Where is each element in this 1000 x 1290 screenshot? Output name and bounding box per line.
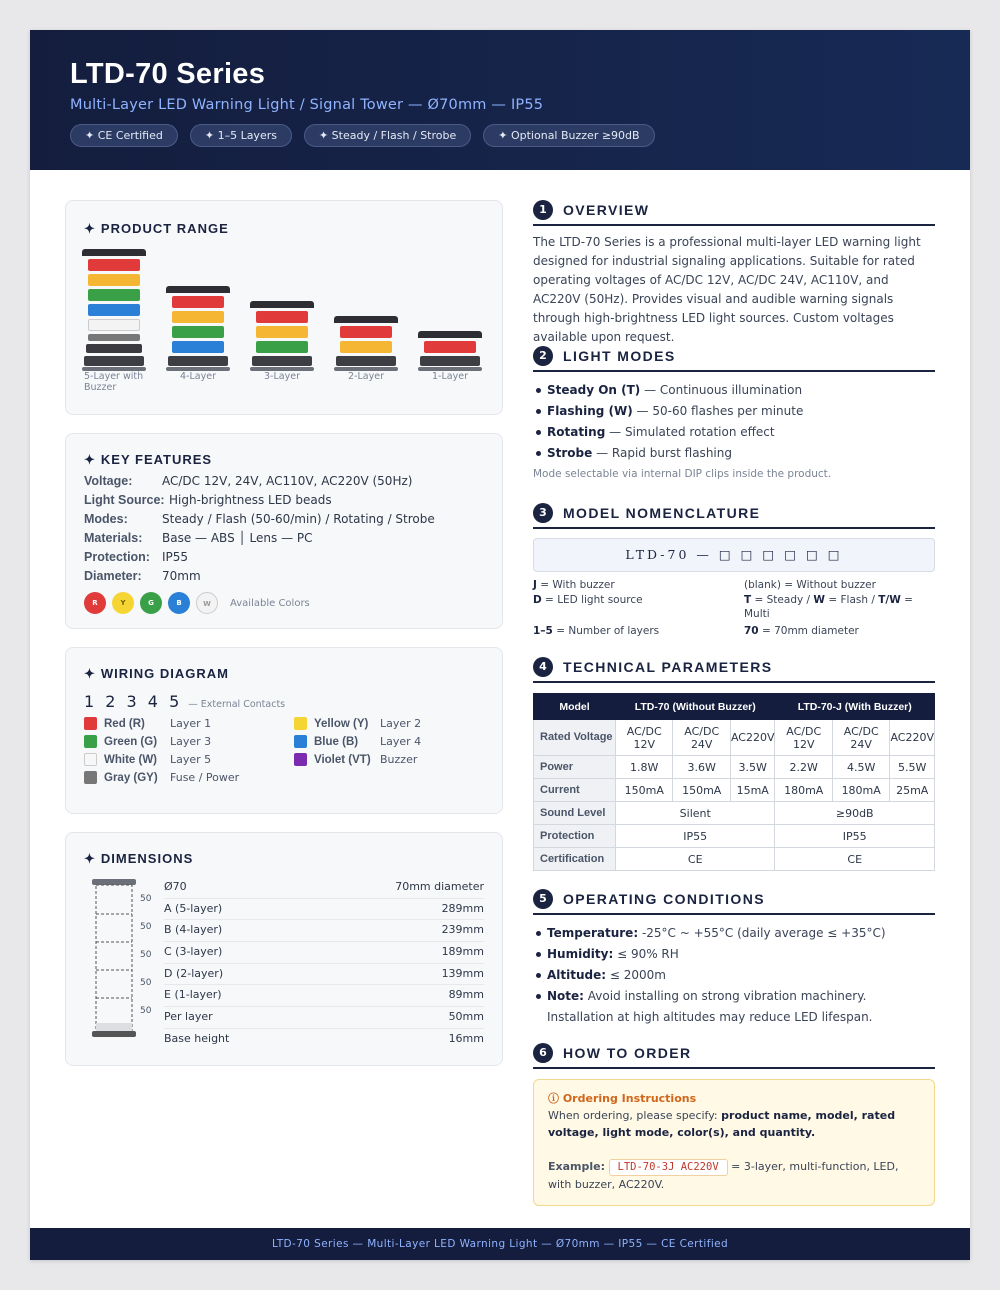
wire-layer: Layer 1: [170, 717, 212, 730]
row-label: Current: [534, 779, 616, 802]
list-item-label: Altitude:: [547, 968, 607, 982]
layer-height-label: 50: [140, 950, 152, 960]
color-dot: G: [140, 592, 162, 614]
contact-numbers: 1 2 3 4 5 — External Contacts: [84, 692, 286, 711]
list-item: Flashing (W) — 50-60 flashes per minute: [533, 401, 935, 422]
table-cell: 150mA: [616, 779, 673, 802]
list-item-label: Rotating: [547, 425, 606, 439]
dimension-value: 89mm: [448, 988, 484, 1002]
wire-name: Violet (VT): [314, 753, 371, 766]
table-cell: 150mA: [673, 779, 730, 802]
table-cell: 3.5W: [730, 756, 775, 779]
dimension-key: Ø70: [164, 880, 187, 893]
tower-4: [336, 316, 396, 371]
header-cell: Model: [534, 694, 616, 720]
dimension-key: E (1-layer): [164, 988, 222, 1002]
wire-name: White (W): [104, 753, 158, 766]
dimensions-title: ✦ DIMENSIONS: [84, 851, 194, 866]
wire-item: [84, 717, 294, 730]
wire-item: [84, 753, 294, 766]
header-badge: ✦ CE Certified: [70, 124, 178, 147]
table-cell: AC/DC 24V: [673, 720, 730, 756]
dimensions-card: [65, 832, 503, 1066]
tower-5: [420, 331, 480, 371]
tower-base: [420, 356, 480, 366]
table-row: [534, 825, 935, 848]
row-label: Sound Level: [534, 802, 616, 825]
tower-layer: [172, 296, 224, 308]
color-dot: W: [196, 592, 218, 614]
feature-value: IP55: [162, 550, 189, 564]
tower-cap: [334, 316, 398, 323]
tower-layer: [88, 319, 140, 331]
color-dot: B: [168, 592, 190, 614]
row-label: Certification: [534, 848, 616, 871]
layer-height-label: 50: [140, 1006, 152, 1016]
header-cell: LTD-70 (Without Buzzer): [616, 694, 775, 720]
table-cell: AC/DC 12V: [616, 720, 673, 756]
feature-row: [84, 491, 484, 510]
nomenclature-item: D = LED light source: [533, 594, 643, 606]
dimension-value: 289mm: [441, 901, 484, 915]
header: [30, 30, 970, 170]
dimension-key: A (5-layer): [164, 901, 223, 915]
dimension-row: [164, 920, 484, 942]
feature-row: [84, 529, 484, 548]
wire-swatch: [84, 771, 97, 784]
table-cell: 25mA: [890, 779, 935, 802]
header-badge: ✦ 1–5 Layers: [190, 124, 292, 147]
ordering-title: ⓘ Ordering Instructions: [548, 1092, 697, 1105]
table-header-row: [534, 694, 935, 720]
tower-cap: [82, 249, 146, 256]
dimension-value: 70mm diameter: [395, 880, 484, 893]
conditions-section: [533, 889, 935, 1028]
dimension-row: [164, 899, 484, 921]
feature-label: Modes:: [84, 512, 128, 526]
tower-layer: [424, 341, 476, 353]
dimension-key: B (4-layer): [164, 923, 223, 937]
layer-height-label: 50: [140, 978, 152, 988]
datasheet-page: [30, 30, 970, 1260]
parameters-table: [533, 693, 935, 871]
table-cell: 1.8W: [616, 756, 673, 779]
tower-label: 3-Layer: [264, 371, 300, 382]
tower-layer: [256, 341, 308, 353]
nomenclature-title: MODEL NOMENCLATURE: [563, 505, 761, 521]
nomenclature-legend: [533, 578, 935, 638]
wire-swatch: [84, 753, 97, 766]
tower-layer: [256, 326, 308, 338]
list-item-label: Note:: [547, 989, 584, 1003]
light-modes-list: [533, 380, 935, 464]
tower-layer: [88, 304, 140, 316]
header-badge: ✦ Steady / Flash / Strobe: [304, 124, 471, 147]
wire-swatch: [84, 717, 97, 730]
section-number: 1: [533, 200, 553, 220]
overview-title: OVERVIEW: [563, 202, 650, 218]
list-item-label: Humidity:: [547, 947, 614, 961]
modes-note: Mode selectable via internal DIP clips inside the product.: [533, 468, 832, 480]
tower-label: 1-Layer: [432, 371, 468, 382]
nomenclature-code: 70: [744, 625, 759, 637]
tower-label: 5-Layer with Buzzer: [84, 371, 144, 393]
dimension-value: 16mm: [448, 1031, 484, 1045]
overview-section: [533, 200, 935, 347]
parameters-section: [533, 657, 935, 871]
wire-item: [84, 735, 294, 748]
footer: LTD-70 Series — Multi-Layer LED Warning Light — Ø70mm — IP55 — CE Certified: [30, 1228, 970, 1260]
tower-base: [84, 356, 144, 366]
nomenclature-code: D: [533, 594, 542, 606]
feature-row: [84, 510, 484, 529]
table-cell: CE: [616, 848, 775, 871]
list-item-label: Flashing (W): [547, 404, 633, 418]
list-item: Altitude: ≤ 2000m: [533, 965, 935, 986]
page-title: LTD-70 Series: [70, 58, 266, 90]
dimension-row: [164, 964, 484, 986]
list-item: Strobe — Rapid burst flashing: [533, 443, 935, 464]
table-cell: ≥90dB: [775, 802, 935, 825]
order-title: HOW TO ORDER: [563, 1045, 692, 1061]
list-item-label: Steady On (T): [547, 383, 641, 397]
table-cell: IP55: [775, 825, 935, 848]
wiring-card: [65, 647, 503, 814]
table-cell: IP55: [616, 825, 775, 848]
page-subtitle: Multi-Layer LED Warning Light / Signal Tower — Ø70mm — IP55: [70, 97, 544, 113]
dimension-key: Base height: [164, 1031, 230, 1045]
wire-swatch: [294, 717, 307, 730]
tower-cap: [418, 331, 482, 338]
product-range-card: [65, 200, 503, 415]
tower-layer: [256, 311, 308, 323]
model-code-box: LTD-70 — □ □ □ □ □ □: [533, 538, 935, 572]
table-row: [534, 779, 935, 802]
wire-swatch: [294, 753, 307, 766]
feature-label: Diameter:: [84, 569, 142, 583]
dimension-value: 139mm: [441, 966, 484, 980]
tower-layer: [172, 326, 224, 338]
dimension-row: [164, 985, 484, 1007]
nomenclature-item: J = With buzzer: [533, 579, 615, 591]
nomenclature-item: 1–5 = Number of layers: [533, 625, 660, 637]
color-swatches: [84, 592, 484, 614]
wire-name: Red (R): [104, 717, 145, 730]
overview-text: The LTD-70 Series is a professional multi-layer LED warning light designed for industrial signaling applications. Suitable for rated operating voltages of AC/DC 12V, AC/DC 24V, AC110V, and AC220V (50Hz). Provides visual and audible warning signals through high-brightness LED light sources. Custom voltages available upon request.: [533, 235, 921, 344]
light-modes-title: LIGHT MODES: [563, 348, 676, 364]
nomenclature-item: T = Steady / W = Flash / T/W = Multi: [744, 594, 913, 620]
table-cell: Silent: [616, 802, 775, 825]
feature-value: High-brightness LED beads: [169, 493, 332, 507]
parameters-title: TECHNICAL PARAMETERS: [563, 659, 773, 675]
wire-item: [84, 771, 294, 784]
layer-height-label: 50: [140, 922, 152, 932]
dimension-key: D (2-layer): [164, 966, 224, 980]
table-cell: AC220V: [730, 720, 775, 756]
tower-cap: [166, 286, 230, 293]
feature-label: Materials:: [84, 531, 143, 545]
light-modes-section: [533, 346, 935, 480]
table-cell: CE: [775, 848, 935, 871]
tower-layer: [340, 326, 392, 338]
tower-cap: [250, 301, 314, 308]
wire-name: Green (G): [104, 735, 158, 748]
wiring-title: ✦ WIRING DIAGRAM: [84, 666, 230, 681]
wire-layer: Layer 3: [170, 735, 212, 748]
table-cell: 4.5W: [832, 756, 889, 779]
list-item: Steady On (T) — Continuous illumination: [533, 380, 935, 401]
list-item: Temperature: -25°C ~ +55°C (daily average ≤ +35°C): [533, 923, 935, 944]
table-row: [534, 848, 935, 871]
dimension-value: 189mm: [441, 945, 484, 959]
table-cell: 15mA: [730, 779, 775, 802]
row-label: Protection: [534, 825, 616, 848]
product-range-title: ✦ PRODUCT RANGE: [84, 221, 229, 236]
table-row: [534, 720, 935, 756]
tower-layer: [88, 289, 140, 301]
wire-name: Yellow (Y): [314, 717, 369, 730]
feature-row: [84, 567, 484, 586]
colors-label: Available Colors: [230, 597, 310, 609]
wire-swatch: [294, 735, 307, 748]
tower-layer: [88, 334, 140, 341]
wire-layer: Layer 5: [170, 753, 212, 766]
example-code: LTD-70-3J AC220V: [609, 1159, 728, 1176]
section-number: 3: [533, 503, 553, 523]
feature-label: Protection:: [84, 550, 150, 564]
table-cell: 3.6W: [673, 756, 730, 779]
tower-label: 4-Layer: [180, 371, 216, 382]
tower-label: 2-Layer: [348, 371, 384, 382]
table-cell: 2.2W: [775, 756, 832, 779]
wire-item: [294, 753, 484, 766]
row-label: Power: [534, 756, 616, 779]
row-label: Rated Voltage: [534, 720, 616, 756]
tower-illustrations: [84, 247, 484, 397]
wiring-legend: [84, 717, 484, 784]
dimension-key: Per layer: [164, 1010, 213, 1024]
feature-row: [84, 548, 484, 567]
list-item: Note: Avoid installing on strong vibration machinery. Installation at high altitudes may reduce LED lifespan.: [533, 986, 935, 1028]
table-cell: AC/DC 24V: [832, 720, 889, 756]
table-row: [534, 802, 935, 825]
table-cell: 180mA: [775, 779, 832, 802]
dimension-key: C (3-layer): [164, 945, 223, 959]
ordering-example: Example: LTD-70-3J AC220V = 3-layer, multi-function, LED, with buzzer, AC220V.: [548, 1160, 899, 1191]
feature-value: AC/DC 12V, 24V, AC110V, AC220V (50Hz): [162, 474, 413, 488]
layer-height-label: 50: [140, 894, 152, 904]
dimension-table: [164, 877, 484, 1051]
dimension-value: 239mm: [441, 923, 484, 937]
dimension-row: [164, 877, 484, 899]
nomenclature-item: 70 = 70mm diameter: [744, 625, 859, 637]
ordering-box: [533, 1079, 935, 1206]
dimension-value: 50mm: [448, 1010, 484, 1024]
key-features-title: ✦ KEY FEATURES: [84, 452, 213, 467]
key-features-card: [65, 433, 503, 629]
ordering-text: When ordering, please specify: product name, model, rated voltage, light mode, color(s), and quantity.: [548, 1109, 896, 1139]
section-number: 6: [533, 1043, 553, 1063]
tower-base: [168, 356, 228, 366]
feature-value: Base — ABS │ Lens — PC: [162, 531, 313, 545]
dimension-row: [164, 1029, 484, 1051]
feature-row: [84, 472, 484, 491]
tower-layer: [88, 259, 140, 271]
tower-layer: [340, 341, 392, 353]
list-item-label: Temperature:: [547, 926, 639, 940]
header-badge: ✦ Optional Buzzer ≥90dB: [483, 124, 654, 147]
color-dot: Y: [112, 592, 134, 614]
tower-base: [336, 356, 396, 366]
wire-name: Blue (B): [314, 735, 359, 748]
section-number: 2: [533, 346, 553, 366]
wire-layer: Fuse / Power: [170, 771, 240, 784]
buzzer-layer: [86, 344, 142, 353]
wire-item: [294, 717, 484, 730]
table-cell: 180mA: [832, 779, 889, 802]
color-dot: R: [84, 592, 106, 614]
list-item: Rotating — Simulated rotation effect: [533, 422, 935, 443]
wire-name: Gray (GY): [104, 771, 158, 784]
tower-2: [168, 286, 228, 371]
table-cell: AC/DC 12V: [775, 720, 832, 756]
badge-row: [70, 124, 930, 147]
nomenclature-code: J: [533, 579, 537, 591]
nomenclature-code: 1–5: [533, 625, 553, 637]
order-section: [533, 1043, 935, 1206]
table-cell: 5.5W: [890, 756, 935, 779]
table-row: [534, 756, 935, 779]
dimension-drawing: [90, 879, 160, 1043]
tower-layer: [172, 341, 224, 353]
wire-layer: Layer 2: [380, 717, 422, 730]
nomenclature-item: (blank) = Without buzzer: [744, 579, 876, 591]
section-number: 4: [533, 657, 553, 677]
tower-base: [252, 356, 312, 366]
feature-list: [84, 472, 484, 586]
list-item: Humidity: ≤ 90% RH: [533, 944, 935, 965]
feature-value: Steady / Flash (50-60/min) / Rotating / Strobe: [162, 512, 435, 526]
wire-layer: Layer 4: [380, 735, 422, 748]
conditions-list: [533, 923, 935, 1028]
table-cell: AC220V: [890, 720, 935, 756]
feature-label: Voltage:: [84, 474, 133, 488]
tower-layer: [88, 274, 140, 286]
conditions-title: OPERATING CONDITIONS: [563, 891, 765, 907]
feature-label: Light Source:: [84, 493, 165, 507]
section-number: 5: [533, 889, 553, 909]
wire-swatch: [84, 735, 97, 748]
nomenclature-section: [533, 503, 935, 638]
dimension-row: [164, 942, 484, 964]
feature-value: 70mm: [162, 569, 201, 583]
header-cell: LTD-70-J (With Buzzer): [775, 694, 935, 720]
list-item-label: Strobe: [547, 446, 593, 460]
wire-layer: Buzzer: [380, 753, 418, 766]
dimension-row: [164, 1007, 484, 1029]
wire-item: [294, 735, 484, 748]
tower-layer: [172, 311, 224, 323]
tower-1: [84, 249, 144, 371]
tower-3: [252, 301, 312, 371]
